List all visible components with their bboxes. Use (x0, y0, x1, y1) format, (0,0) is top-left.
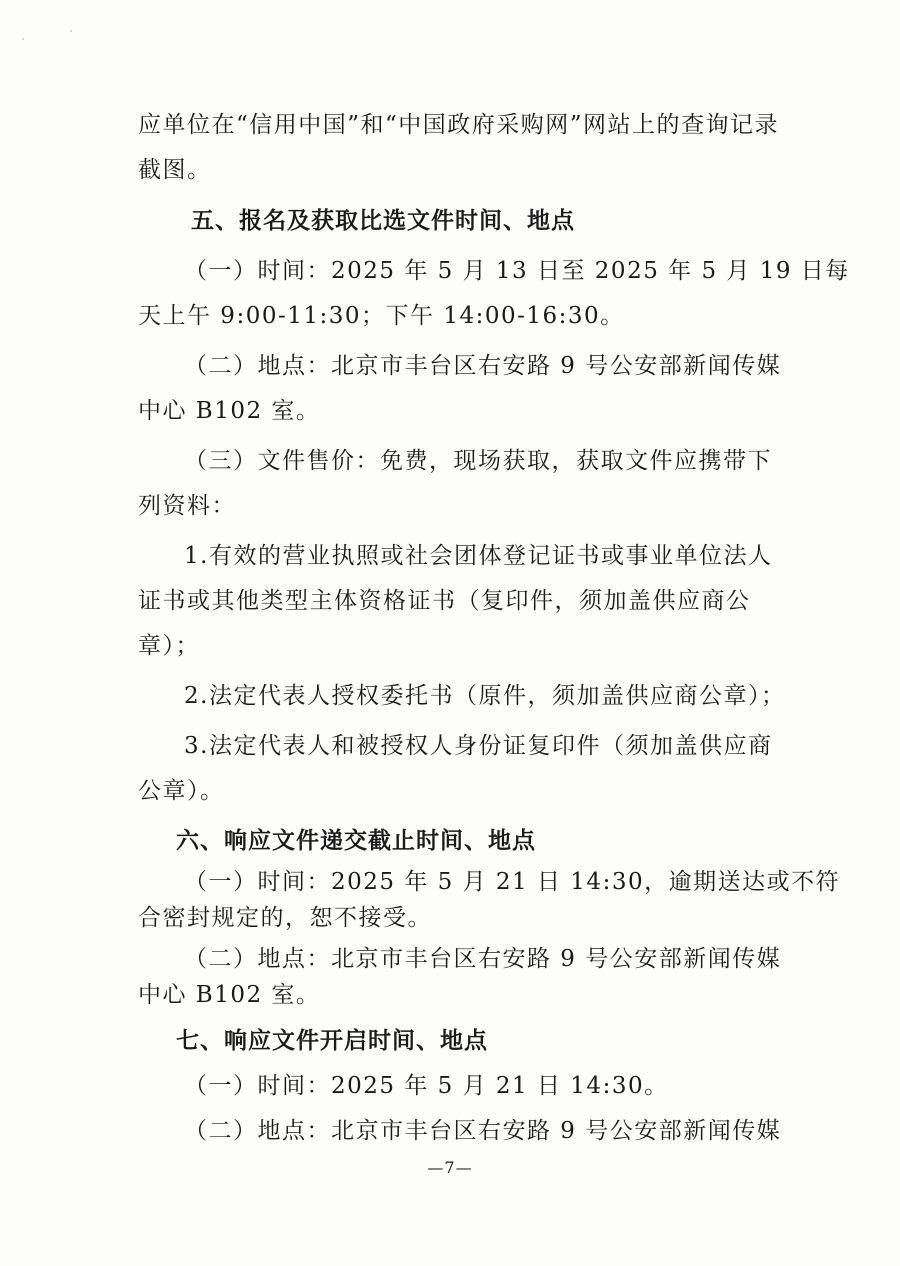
body-line: 公章）。 (138, 778, 225, 804)
body-line: 列资料： (138, 493, 236, 519)
body-line: （一）时间：2025 年 5 月 21 日 14:30，逾期送达或不符 (184, 869, 841, 895)
document-body (138, 103, 850, 1154)
body-line: 3.法定代表人和被授权人身份证复印件（须加盖供应商 (184, 733, 773, 759)
body-line: 天上午 9:00-11:30；下午 14:00-16:30。 (138, 303, 625, 329)
body-line: （二）地点：北京市丰台区右安路 9 号公安部新闻传媒 (184, 353, 782, 379)
body-line: 截图。 (138, 157, 212, 183)
page-number: —7— (427, 1158, 473, 1177)
scan-speck (70, 30, 72, 32)
body-line: （二）地点：北京市丰台区右安路 9 号公安部新闻传媒 (184, 1118, 782, 1144)
body-line: （三）文件售价：免费，现场获取，获取文件应携带下 (184, 448, 772, 474)
body-line: 中心 B102 室。 (138, 398, 321, 424)
body-line: （一）时间：2025 年 5 月 13 日至 2025 年 5 月 19 日每 (184, 258, 850, 284)
section-heading-5: 五、报名及获取比选文件时间、地点 (191, 208, 575, 234)
section-heading-7: 七、响应文件开启时间、地点 (176, 1028, 488, 1054)
scan-speck (22, 38, 24, 40)
section-heading-6: 六、响应文件递交截止时间、地点 (176, 828, 536, 854)
body-line: 2.法定代表人授权委托书（原件，须加盖供应商公章）； (184, 683, 786, 709)
body-line: 合密封规定的，恕不接受。 (138, 905, 432, 931)
body-line: 1.有效的营业执照或社会团体登记证书或事业单位法人 (184, 543, 773, 569)
body-line: 章）； (138, 633, 200, 659)
body-line: （二）地点：北京市丰台区右安路 9 号公安部新闻传媒 (184, 946, 782, 972)
body-line: （一）时间：2025 年 5 月 21 日 14:30。 (184, 1073, 669, 1099)
body-line: 证书或其他类型主体资格证书（复印件，须加盖供应商公 (138, 588, 751, 614)
body-line: 中心 B102 室。 (138, 982, 321, 1008)
body-line: 应单位在“信用中国”和“中国政府采购网”网站上的查询记录 (138, 112, 780, 138)
